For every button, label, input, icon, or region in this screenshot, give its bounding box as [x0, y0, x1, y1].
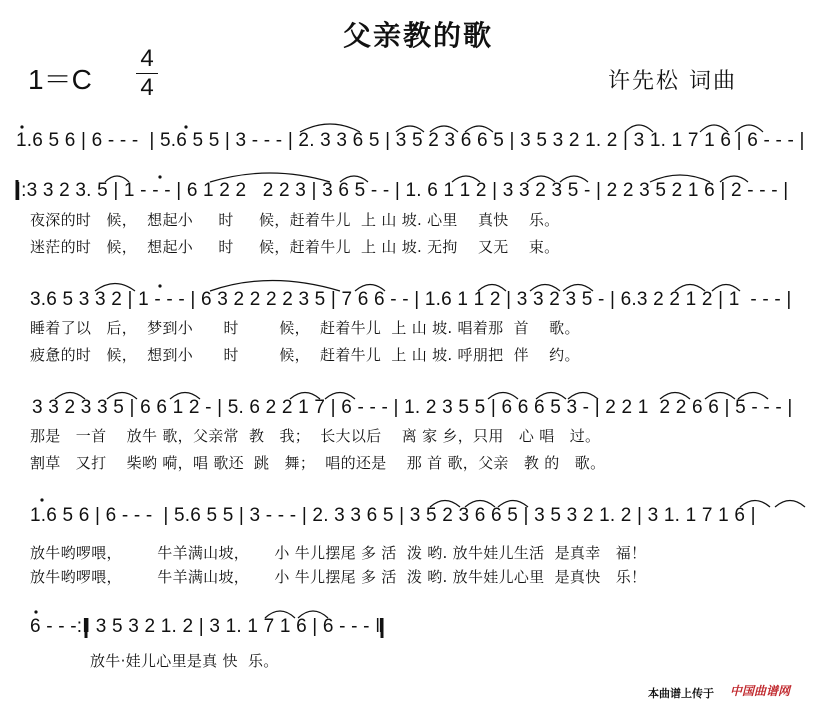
- meter-top: 4: [140, 45, 154, 72]
- line-5-notes: 6 - - -:‖ 3 5 3 2 1. 2 | 3 1. 1 7 1 6 | 6 - - - ‖: [30, 616, 384, 637]
- line-2-lyrics-verse-1: 睡着了以 后， 梦到小 时 候， 赶着牛儿 上 山 坡. 唱着那 首 歌。: [30, 319, 580, 337]
- key-signature: 1＝C: [28, 64, 92, 95]
- line-1-lyrics-verse-2: 迷茫的时 候， 想起小 时 候，赶着牛儿 上 山 坡. 无拘 又无 束。: [30, 238, 560, 256]
- line-3-lyrics-verse-1: 那是 一首 放牛 歌，父亲常 教 我； 长大以后 离 家 乡，只用 心 唱 过。: [30, 427, 601, 445]
- line-4-lyrics-verse-1: 放牛哟啰喂， 牛羊满山坡， 小 牛儿摆尾 多 活 泼 哟. 放牛娃儿生活 是真幸 福！: [30, 544, 647, 562]
- site-logo[interactable]: 中国曲谱网: [730, 684, 791, 698]
- line-2-lyrics-verse-2: 疲惫的时 候， 想到小 时 候， 赶着牛儿 上 山 坡. 呼朋把 伴 约。: [30, 346, 580, 364]
- line-1-notes: |:3 3 2 3. 5 | 1 - - - | 6 1 2 2 2 2 3 | 3 6 5 - - | 1. 6 1 1 2 | 3 3 2 3 5 - | 2 2 3 5 2 1 6 | 2 - - - |: [16, 180, 789, 201]
- slurs: [55, 124, 805, 618]
- line-4-lyrics-verse-2: 放牛哟啰喂， 牛羊满山坡， 小 牛儿摆尾 多 活 泼 哟. 放牛娃儿心里 是真快 乐！: [30, 568, 647, 586]
- composer-credit: 许先松 词曲: [608, 69, 737, 94]
- footer-text: 本曲谱上传于: [648, 687, 714, 700]
- octave-dots: [20, 125, 187, 613]
- line-5-lyrics: 放牛·娃儿心里是真 快 乐。: [90, 652, 279, 670]
- line-3-lyrics-verse-2: 割草 又打 柴哟 嗬，唱 歌还 跳 舞； 唱的还是 那 首 歌，父亲 教 的 歌。: [30, 454, 606, 472]
- meter-bottom: 4: [140, 74, 154, 101]
- line-2-notes: 3.6 5 3 3 2 | 1 - - - | 6 3 2 2 2 2 3 5 | 7 6 6 - - | 1.6 1 1 2 | 3 3 2 3 5 - | 6.3 2 2 1 2 | 1 - - - |: [30, 289, 792, 310]
- repeat-bars: [17, 180, 382, 638]
- line-4-notes: 1.6 5 6 | 6 - - - | 5.6 5 5 | 3 - - - | 2. 3 3 6 5 | 3 5 2 3 6 6 5 | 3 5 3 2 1. 2 | 3 1. 1 7 1 6 |: [30, 505, 756, 526]
- line-3-notes: 3 3 2 3 3 5 | 6 6 1 2 - | 5. 6 2 2 1 7 | 6 - - - | 1. 2 3 5 5 | 6 6 6 5 3 - | 2 2 1 2 2 6 6 | 5 - - - |: [32, 397, 793, 418]
- song-title: 父亲教的歌: [342, 19, 493, 52]
- line-1-lyrics-verse-1: 夜深的时 候， 想起小 时 候，赶着牛儿 上 山 坡. 心里 真快 乐。: [30, 211, 560, 229]
- prelude-notes: 1.6 5 6 | 6 - - - | 5.6 5 5 | 3 - - - | 2. 3 3 6 5 | 3 5 2 3 6 6 5 | 3 5 3 2 1. 2 | 3 1. 1 7 1 6 | 6 - - - |: [16, 130, 805, 151]
